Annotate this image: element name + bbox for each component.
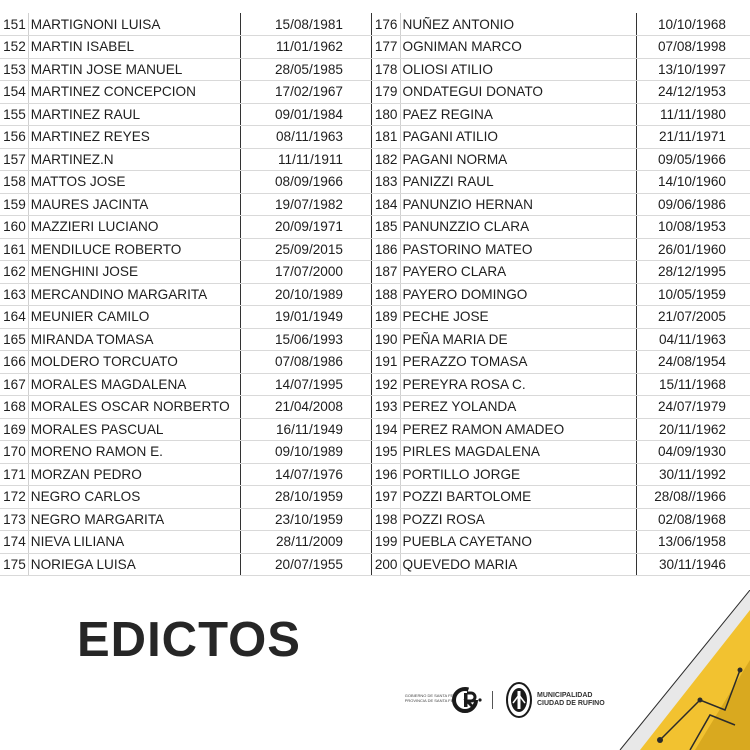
deceased-name: QUEVEDO MARIA xyxy=(400,553,636,576)
row-number: 160 xyxy=(0,216,28,239)
deceased-name: PANUNZIO HERNAN xyxy=(400,193,636,216)
date-value: 13/06/1958 xyxy=(636,531,750,554)
date-value: 02/08/1968 xyxy=(636,508,750,531)
row-number: 156 xyxy=(0,126,28,149)
deceased-name: PERAZZO TOMASA xyxy=(400,351,636,374)
row-number: 168 xyxy=(0,396,28,419)
deceased-name: PORTILLO JORGE xyxy=(400,463,636,486)
logo-separator xyxy=(492,691,493,709)
table-row xyxy=(372,216,750,239)
date-value: 30/11/1992 xyxy=(636,463,750,486)
row-number: 158 xyxy=(0,171,28,194)
table-row xyxy=(0,373,372,396)
date-value: 09/06/1986 xyxy=(636,193,750,216)
table-row xyxy=(0,508,372,531)
row-number: 188 xyxy=(372,283,400,306)
date-value: 08/11/1963 xyxy=(240,126,371,149)
date-value: 19/07/1982 xyxy=(240,193,371,216)
deceased-name: PAGANI ATILIO xyxy=(400,126,636,149)
deceased-name: NUÑEZ ANTONIO xyxy=(400,13,636,36)
date-value: 24/12/1953 xyxy=(636,81,750,104)
deceased-name: NEGRO CARLOS xyxy=(28,486,240,509)
row-number: 172 xyxy=(0,486,28,509)
deceased-name: MIRANDA TOMASA xyxy=(28,328,240,351)
table-row xyxy=(0,306,372,329)
table-row xyxy=(0,58,372,81)
date-value: 14/07/1976 xyxy=(240,463,371,486)
date-value: 28/11/2009 xyxy=(240,531,371,554)
deceased-name: MARTINEZ CONCEPCION xyxy=(28,81,240,104)
deceased-name: MENGHINI JOSE xyxy=(28,261,240,284)
corner-decoration-graphic xyxy=(600,590,750,750)
deceased-name: PEREZ YOLANDA xyxy=(400,396,636,419)
deceased-name: MATTOS JOSE xyxy=(28,171,240,194)
table-row xyxy=(0,486,372,509)
date-value: 08/09/1966 xyxy=(240,171,371,194)
deceased-name: PANIZZI RAUL xyxy=(400,171,636,194)
date-value: 25/09/2015 xyxy=(240,238,371,261)
gov-logo-text: GOBIERNO DE SANTA FE PROVINCIA DE SANTA FE xyxy=(404,693,454,703)
table-row xyxy=(0,238,372,261)
deceased-name: MARTIGNONI LUISA xyxy=(28,13,240,36)
date-value: 30/11/1946 xyxy=(636,553,750,576)
date-value: 04/09/1930 xyxy=(636,441,750,464)
date-value: 15/08/1981 xyxy=(240,13,371,36)
row-number: 177 xyxy=(372,36,400,59)
row-number: 173 xyxy=(0,508,28,531)
row-number: 197 xyxy=(372,486,400,509)
deceased-name: PUEBLA CAYETANO xyxy=(400,531,636,554)
table-row xyxy=(0,216,372,239)
date-value: 21/07/2005 xyxy=(636,306,750,329)
table-row xyxy=(0,396,372,419)
table-row xyxy=(372,328,750,351)
table-row xyxy=(372,283,750,306)
row-number: 167 xyxy=(0,373,28,396)
row-number: 200 xyxy=(372,553,400,576)
row-number: 169 xyxy=(0,418,28,441)
table-row xyxy=(372,463,750,486)
deceased-name: ONDATEGUI DONATO xyxy=(400,81,636,104)
table-row xyxy=(372,486,750,509)
row-number: 179 xyxy=(372,81,400,104)
row-number: 175 xyxy=(0,553,28,576)
date-value: 10/08/1953 xyxy=(636,216,750,239)
municipality-name xyxy=(537,692,605,708)
row-number: 165 xyxy=(0,328,28,351)
deceased-name: PAEZ REGINA xyxy=(400,103,636,126)
table-row xyxy=(0,283,372,306)
table-row xyxy=(0,351,372,374)
date-value: 14/07/1995 xyxy=(240,373,371,396)
row-number: 153 xyxy=(0,58,28,81)
row-number: 162 xyxy=(0,261,28,284)
deceased-name: PECHE JOSE xyxy=(400,306,636,329)
row-number: 170 xyxy=(0,441,28,464)
deceased-name: POZZI BARTOLOME xyxy=(400,486,636,509)
row-number: 186 xyxy=(372,238,400,261)
deceased-name: PASTORINO MATEO xyxy=(400,238,636,261)
table-row xyxy=(372,103,750,126)
date-value: 15/11/1968 xyxy=(636,373,750,396)
date-value: 28/12/1995 xyxy=(636,261,750,284)
deceased-name: POZZI ROSA xyxy=(400,508,636,531)
deceased-name: MERCANDINO MARGARITA xyxy=(28,283,240,306)
date-value: 09/10/1989 xyxy=(240,441,371,464)
edictos-table-right xyxy=(372,13,750,576)
deceased-name: OLIOSI ATILIO xyxy=(400,58,636,81)
row-number: 164 xyxy=(0,306,28,329)
table-row xyxy=(0,103,372,126)
page-title: EDICTOS xyxy=(77,613,301,667)
date-value: 10/05/1959 xyxy=(636,283,750,306)
date-value: 20/11/1962 xyxy=(636,418,750,441)
date-value: 26/01/1960 xyxy=(636,238,750,261)
date-value: 07/08/1986 xyxy=(240,351,371,374)
table-row xyxy=(0,441,372,464)
table-row xyxy=(0,531,372,554)
date-value: 17/07/2000 xyxy=(240,261,371,284)
deceased-name: MENDILUCE ROBERTO xyxy=(28,238,240,261)
date-value: 13/10/1997 xyxy=(636,58,750,81)
date-value: 14/10/1960 xyxy=(636,171,750,194)
table-row xyxy=(0,81,372,104)
table-row xyxy=(0,418,372,441)
table-row xyxy=(372,148,750,171)
deceased-name: PAYERO DOMINGO xyxy=(400,283,636,306)
table-row xyxy=(372,508,750,531)
date-value: 04/11/1963 xyxy=(636,328,750,351)
row-number: 180 xyxy=(372,103,400,126)
row-number: 189 xyxy=(372,306,400,329)
table-row xyxy=(372,171,750,194)
row-number: 155 xyxy=(0,103,28,126)
date-value: 17/02/1967 xyxy=(240,81,371,104)
deceased-name: MARTINEZ REYES xyxy=(28,126,240,149)
row-number: 154 xyxy=(0,81,28,104)
table-row xyxy=(0,261,372,284)
date-value: 19/01/1949 xyxy=(240,306,371,329)
row-number: 193 xyxy=(372,396,400,419)
deceased-name: MARTINEZ RAUL xyxy=(28,103,240,126)
row-number: 196 xyxy=(372,463,400,486)
row-number: 183 xyxy=(372,171,400,194)
row-number: 192 xyxy=(372,373,400,396)
date-value: 11/11/1911 xyxy=(240,148,371,171)
table-row xyxy=(372,126,750,149)
row-number: 176 xyxy=(372,13,400,36)
row-number: 195 xyxy=(372,441,400,464)
municipality-line-2: CIUDAD DE RUFINO xyxy=(537,700,605,707)
date-value: 21/04/2008 xyxy=(240,396,371,419)
table-row xyxy=(372,238,750,261)
table-row xyxy=(372,418,750,441)
table-row xyxy=(372,36,750,59)
table-row xyxy=(372,261,750,284)
row-number: 171 xyxy=(0,463,28,486)
deceased-name: MARTIN ISABEL xyxy=(28,36,240,59)
deceased-name: MORALES OSCAR NORBERTO xyxy=(28,396,240,419)
deceased-name: OGNIMAN MARCO xyxy=(400,36,636,59)
date-value: 09/05/1966 xyxy=(636,148,750,171)
deceased-name: MARTIN JOSE MANUEL xyxy=(28,58,240,81)
row-number: 198 xyxy=(372,508,400,531)
date-value: 20/07/1955 xyxy=(240,553,371,576)
row-number: 190 xyxy=(372,328,400,351)
table-row xyxy=(372,441,750,464)
deceased-name: PAGANI NORMA xyxy=(400,148,636,171)
row-number: 157 xyxy=(0,148,28,171)
edictos-table-left xyxy=(0,13,372,576)
deceased-name: PIRLES MAGDALENA xyxy=(400,441,636,464)
deceased-name: MORENO RAMON E. xyxy=(28,441,240,464)
table-row xyxy=(0,148,372,171)
row-number: 166 xyxy=(0,351,28,374)
footer-logos xyxy=(395,681,635,721)
date-value: 28/08//1966 xyxy=(636,486,750,509)
table-row xyxy=(372,373,750,396)
date-value: 21/11/1971 xyxy=(636,126,750,149)
deceased-name: MORALES PASCUAL xyxy=(28,418,240,441)
row-number: 181 xyxy=(372,126,400,149)
date-value: 28/05/1985 xyxy=(240,58,371,81)
row-number: 151 xyxy=(0,13,28,36)
table-row xyxy=(0,193,372,216)
row-number: 159 xyxy=(0,193,28,216)
deceased-name: PEÑA MARIA DE xyxy=(400,328,636,351)
table-row xyxy=(0,36,372,59)
date-value: 20/09/1971 xyxy=(240,216,371,239)
deceased-name: MAURES JACINTA xyxy=(28,193,240,216)
date-value: 28/10/1959 xyxy=(240,486,371,509)
table-row xyxy=(372,81,750,104)
table-row xyxy=(372,553,750,576)
deceased-name: MORALES MAGDALENA xyxy=(28,373,240,396)
table-row xyxy=(0,13,372,36)
date-value: 16/11/1949 xyxy=(240,418,371,441)
row-number: 174 xyxy=(0,531,28,554)
table-row xyxy=(0,171,372,194)
deceased-name: MAZZIERI LUCIANO xyxy=(28,216,240,239)
table-row xyxy=(372,13,750,36)
table-row xyxy=(372,193,750,216)
date-value: 09/01/1984 xyxy=(240,103,371,126)
deceased-name: MARTINEZ.N xyxy=(28,148,240,171)
table-row xyxy=(0,553,372,576)
date-value: 11/11/1980 xyxy=(636,103,750,126)
row-number: 178 xyxy=(372,58,400,81)
row-number: 152 xyxy=(0,36,28,59)
row-number: 187 xyxy=(372,261,400,284)
row-number: 182 xyxy=(372,148,400,171)
deceased-name: NIEVA LILIANA xyxy=(28,531,240,554)
date-value: 07/08/1998 xyxy=(636,36,750,59)
table-row xyxy=(0,463,372,486)
table-row xyxy=(372,306,750,329)
row-number: 161 xyxy=(0,238,28,261)
municipality-line-1: MUNICIPALIDAD xyxy=(537,692,593,699)
deceased-name: MORZAN PEDRO xyxy=(28,463,240,486)
row-number: 163 xyxy=(0,283,28,306)
date-value: 24/07/1979 xyxy=(636,396,750,419)
deceased-name: PEREZ RAMON AMADEO xyxy=(400,418,636,441)
santa-fe-logo-icon xyxy=(451,684,485,716)
table-row xyxy=(372,58,750,81)
deceased-name: MOLDERO TORCUATO xyxy=(28,351,240,374)
date-value: 20/10/1989 xyxy=(240,283,371,306)
row-number: 199 xyxy=(372,531,400,554)
date-value: 11/01/1962 xyxy=(240,36,371,59)
table-row xyxy=(0,126,372,149)
deceased-name: NORIEGA LUISA xyxy=(28,553,240,576)
date-value: 15/06/1993 xyxy=(240,328,371,351)
row-number: 184 xyxy=(372,193,400,216)
date-value: 24/08/1954 xyxy=(636,351,750,374)
date-value: 10/10/1968 xyxy=(636,13,750,36)
table-row xyxy=(372,396,750,419)
table-row xyxy=(0,328,372,351)
deceased-name: PEREYRA ROSA C. xyxy=(400,373,636,396)
table-row xyxy=(372,351,750,374)
deceased-name: MEUNIER CAMILO xyxy=(28,306,240,329)
row-number: 194 xyxy=(372,418,400,441)
deceased-name: PANUNZZIO CLARA xyxy=(400,216,636,239)
deceased-name: PAYERO CLARA xyxy=(400,261,636,284)
municipal-crest-icon xyxy=(505,681,533,719)
row-number: 185 xyxy=(372,216,400,239)
date-value: 23/10/1959 xyxy=(240,508,371,531)
row-number: 191 xyxy=(372,351,400,374)
table-row xyxy=(372,531,750,554)
deceased-name: NEGRO MARGARITA xyxy=(28,508,240,531)
